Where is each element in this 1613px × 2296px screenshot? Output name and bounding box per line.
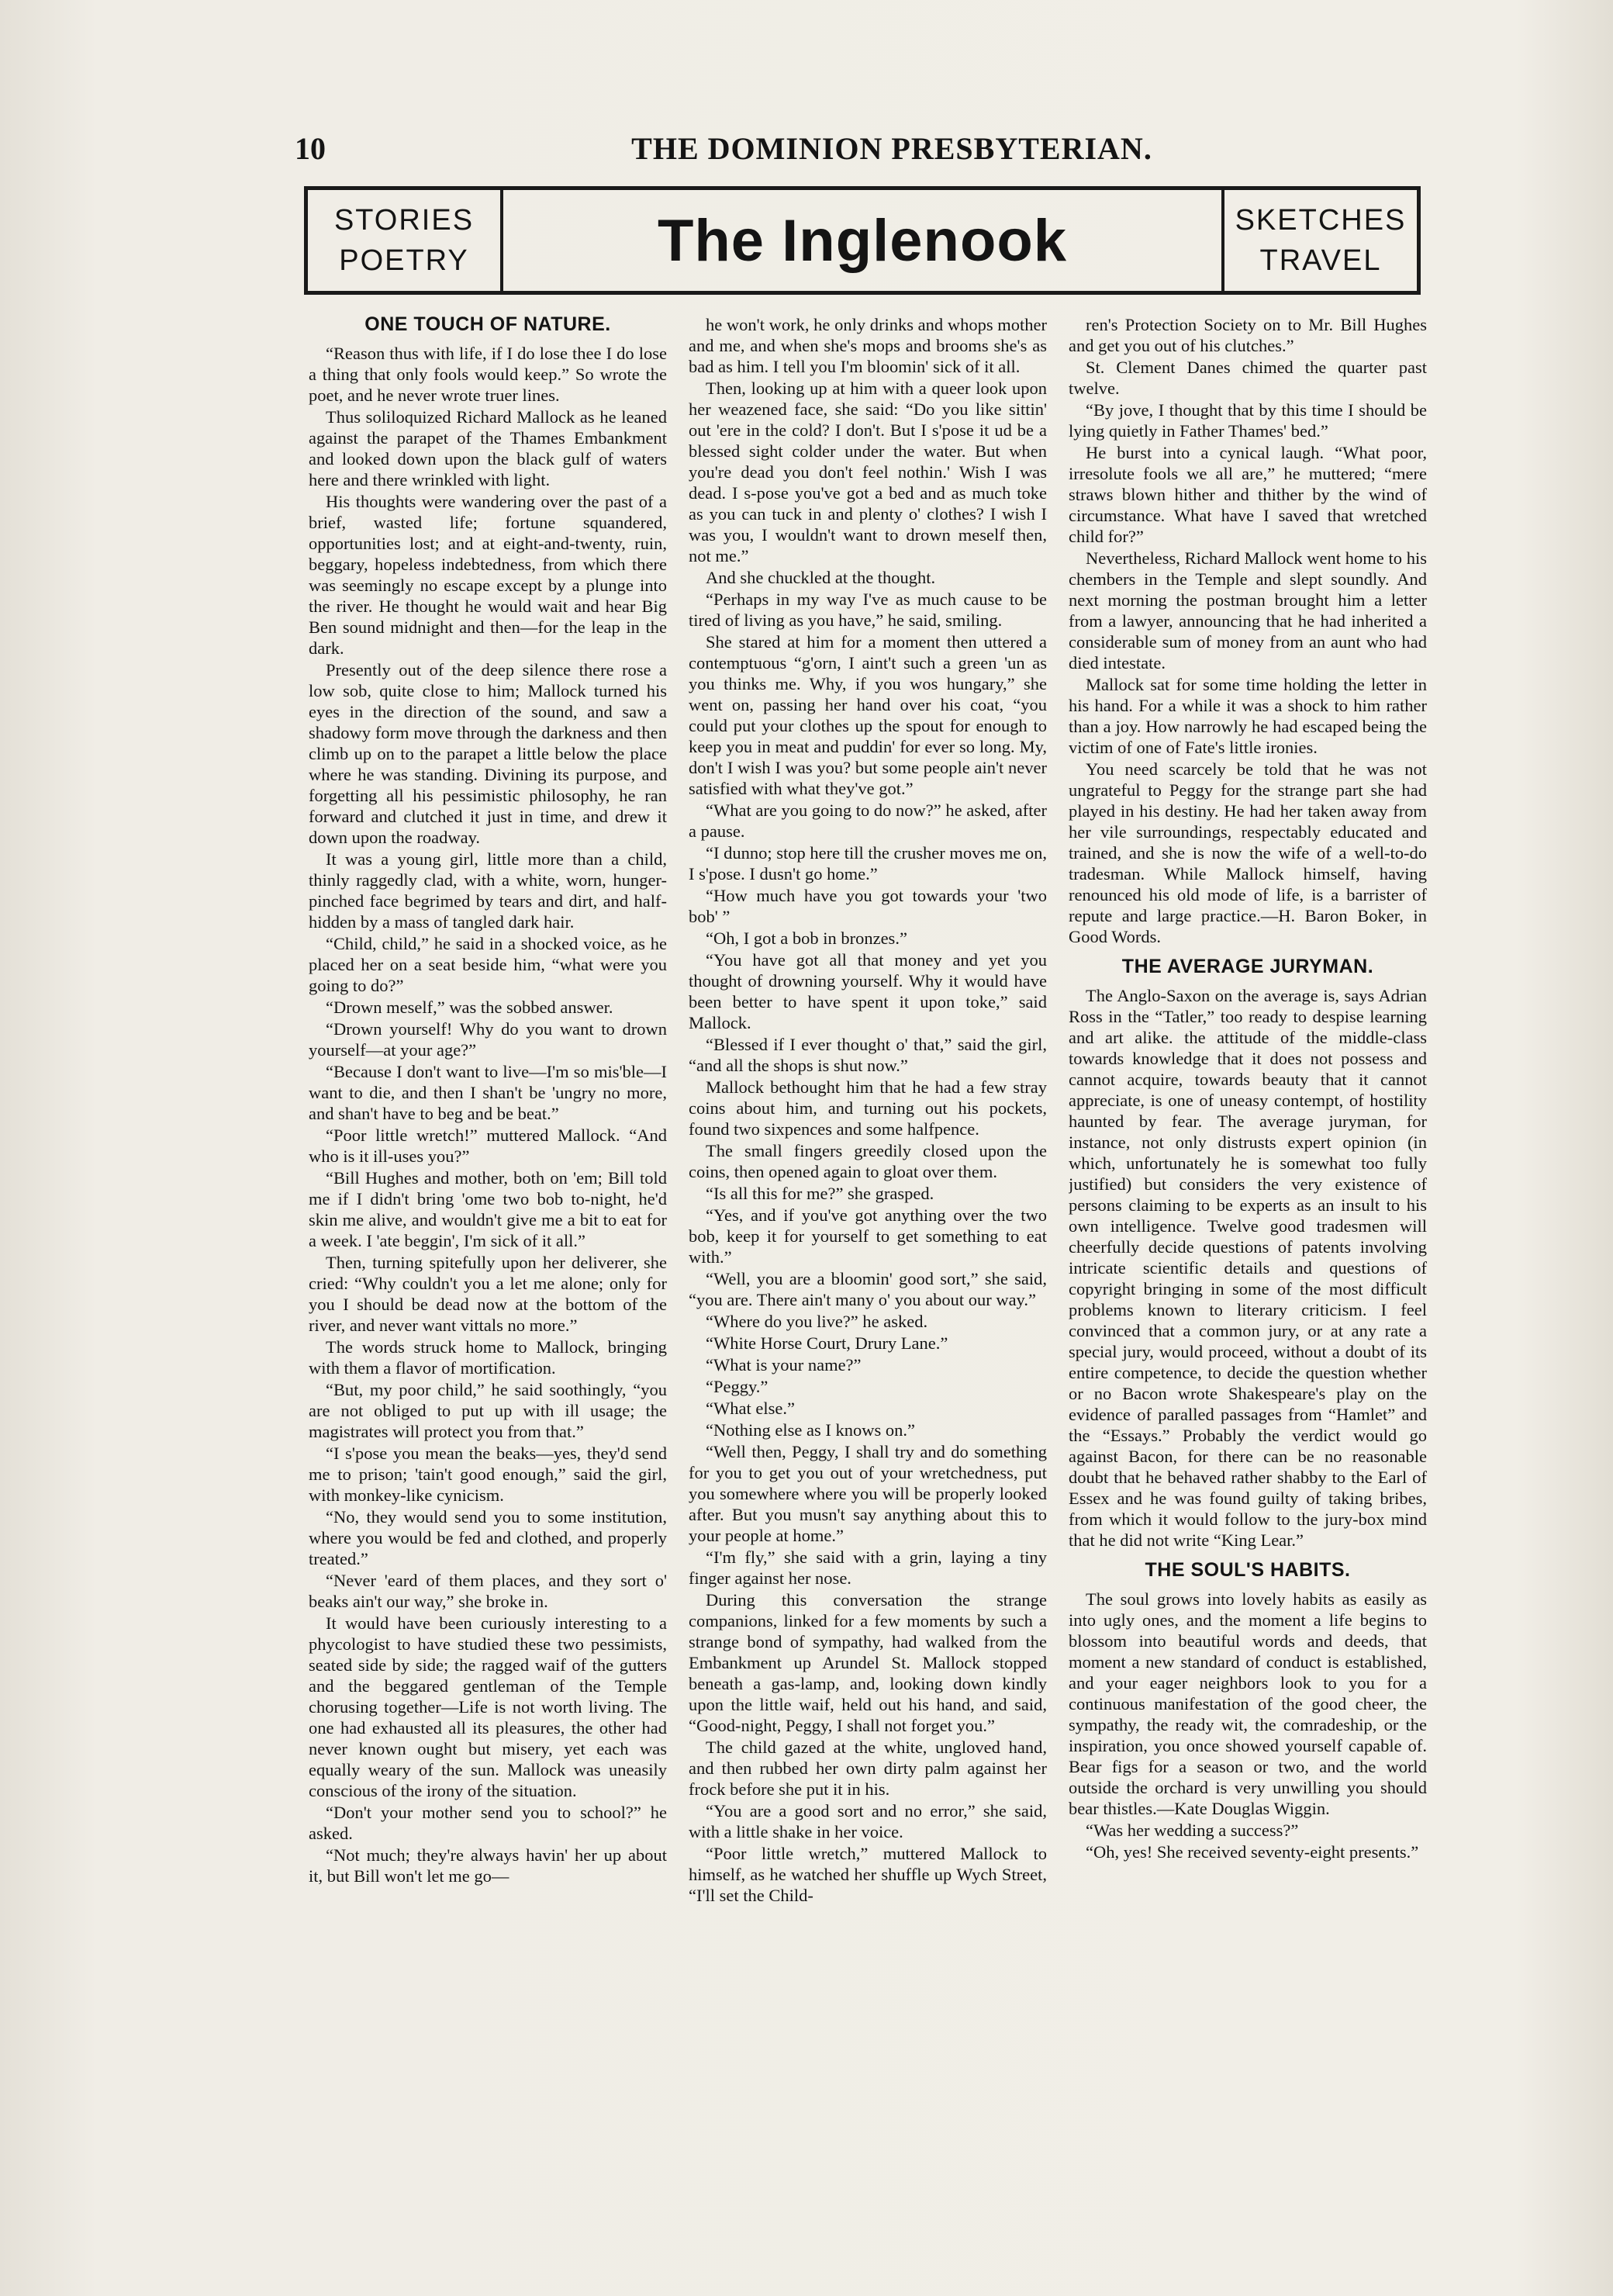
paragraph: During this conversation the strange companions, linked for a few moments by such a strange bond of sympathy, had walked from the Embankment up Arundel St. Mallock stopped beneath a gas-lamp, and, looking down kindly upon the little waif, held out his hand, and said, “Good-night, Peggy, I shall not forget you.” [689,1590,1047,1735]
banner-sketches: SKETCHES [1235,204,1407,237]
paragraph: “By jove, I thought that by this time I should be lying quietly in Father Thames' bed.” [1069,400,1427,441]
page-number: 10 [295,131,326,166]
paragraph: “Poor little wretch!” muttered Mallock. “And who is it ill-uses you?” [309,1126,667,1166]
paragraph: “What is your name?” [706,1355,862,1374]
column-2 [689,314,1047,2238]
paragraph: “White Horse Court, Drury Lane.” [706,1333,948,1353]
paragraph: “You have got all that money and yet you thought of drowning yourself. Why it would have been better to have spent it upon toke,” said Mallock. [689,950,1047,1032]
paragraph: “How much have you got towards your 'two bob' ” [689,886,1047,926]
paragraph: St. Clement Danes chimed the quarter past twelve. [1069,358,1427,398]
paragraph: The Anglo-Saxon on the average is, says Adrian Ross in the “Tatler,” too ready to despise learning and art alike. the attitude of the middle-class towards knowledge that it does not possess and cannot acquire, towards beauty that it cannot appreciate, is one of uneasy contempt, of hostility haunted by fear. The average juryman, for instance, not only distrusts expert opinion (in which, unfortunately he is somewhat too fully justified) but considers the very existence of persons claiming to be experts as an insult to his own intelligence. Twelve good tradesmen will cheerfully decide questions of patents involving intricate scientific details and questions of copyright bringing in some of the most difficult problems known to literary criticism. I feel convinced that a common jury, or at any rate a special jury, would proceed, without a doubt of its entire competence, to decide the question whether or no Bacon wrote Shakespeare's play on the evidence of paralled passages from “Hamlet” and the “Essays.” Probably the verdict would go against Bacon, for there can be no reasonable doubt that he behaved rather shabby to the Earl of Essex and he was found guilty of taking bribes, from which it would follow to the jury-box mind that he did not write “King Lear.” [1069,986,1427,1550]
article-columns [309,314,1427,2238]
paragraph: “Peggy.” [706,1377,769,1396]
paragraph: Presently out of the deep silence there rose a low sob, quite close to him; Mallock turned his eyes in the direction of the sound, and saw a shadowy form move through the darkness and then climb up on to the parapet a little below the place where he was standing. Divining its purpose, and forgetting all his pessimistic philosophy, he ran forward and clutched it just in time, and drew it down upon the roadway. [309,660,667,847]
paragraph: “Poor little wretch,” muttered Mallock to himself, as he watched her shuffle up Wych Street, “I'll set the Child- [689,1844,1047,1905]
paragraph: “Oh, yes! She received seventy-eight presents.” [1086,1842,1419,1862]
article-heading-souls-habits: THE SOUL'S HABITS. [1145,1559,1351,1581]
paragraph: “But, my poor child,” he said soothingly, “you are not obliged to put up with ill usage; the magistrates will protect you from that.” [309,1380,667,1441]
article-heading-average-juryman: THE AVERAGE JURYMAN. [1121,956,1374,977]
paragraph: “No, they would send you to some institution, where you would be fed and clothed, and properly treated.” [309,1507,667,1568]
paragraph: Nevertheless, Richard Mallock went home to his chembers in the Temple and slept soundly. And next morning the postman brought him a letter from a lawyer, announcing that he had inherited a considerable sum of money from an aunt who had died intestate. [1069,548,1427,673]
column-1 [309,314,667,2238]
paragraph: The child gazed at the white, ungloved hand, and then rubbed her own dirty palm against her frock before she put it in his. [689,1738,1047,1799]
banner-travel: TRAVEL [1259,244,1382,277]
banner-left-panel [308,190,503,291]
paragraph: “What else.” [706,1399,795,1418]
paragraph: “You are a good sort and no error,” she said, with a little shake in her voice. [689,1801,1047,1841]
section-title: The Inglenook [657,207,1068,274]
paragraph: “Well, you are a bloomin' good sort,” she said, “you are. There ain't many o' you about our way.” [689,1269,1047,1309]
paragraph: She stared at him for a moment then uttered a contemptuous “g'orn, I aint't such a green 'un as you thinks me. Why, if you wos hungary,” she went on, passing her hand over his coat, “you could put your clothes up the spout for enough to keep you in meat and puddin' for ever so long. My, don't I wish I was you? but some people ain't never satisfied with what they've got.” [689,632,1047,798]
paragraph: Mallock sat for some time holding the letter in his hand. For a while it was a shock to him rather than a joy. How narrowly he had escaped being the victim of one of Fate's little ironies. [1069,675,1427,757]
paragraph: It was a young girl, little more than a child, thinly raggedly clad, with a white, worn, hunger-pinched face begrimed by tears and dirt, and half-hidden by a mass of tangled dark hair. [309,849,667,932]
paragraph: “Drown yourself! Why do you want to drown yourself—at your age?” [309,1019,667,1060]
paragraph: he won't work, he only drinks and whops mother and me, and when she's mops and brooms she's as bad as him. I tell you I'm bloomin' sick of it all. [689,315,1047,376]
banner-right-panel [1221,190,1417,291]
banner-stories: STORIES [333,204,475,237]
paragraph: “Blessed if I ever thought o' that,” said the girl, “and all the shops is shut now.” [689,1035,1047,1075]
paragraph: You need scarcely be told that he was not ungrateful to Peggy for the strange part she had played in his destiny. He had her taken away from her vile surroundings, respectably educated and trained, and she is now the wife of a well-to-do tradesman. While Mallock himself, having renounced his old mode of life, is a barrister of repute and large practice.—H. Baron Boker, in Good Words. [1069,759,1427,946]
running-head [295,130,1489,169]
banner-poetry: POETRY [339,244,469,277]
publication-title: THE DOMINION PRESBYTERIAN. [631,131,1152,166]
paragraph: Then, turning spitefully upon her deliverer, she cried: “Why couldn't you a let me alone; only for you I should be dead now at the bottom of the river, and never want vittals no more.” [309,1253,667,1335]
paragraph: “Never 'eard of them places, and they sort o' beaks ain't our way,” she broke in. [309,1571,667,1611]
paragraph: And she chuckled at the thought. [706,568,936,587]
paragraph: ren's Protection Society on to Mr. Bill Hughes and get you out of his clutches.” [1069,315,1427,355]
paragraph: “I dunno; stop here till the crusher moves me on, I s'pose. I dusn't go home.” [689,843,1047,883]
paragraph: “Where do you live?” he asked. [706,1312,928,1331]
paragraph: “Child, child,” he said in a shocked voice, as he placed her on a seat beside him, “what were you going to do?” [309,934,667,995]
paragraph: “Oh, I got a bob in bronzes.” [706,928,907,948]
paragraph: “I'm fly,” she said with a grin, laying a tiny finger against her nose. [689,1547,1047,1588]
paragraph: “Nothing else as I knows on.” [706,1420,915,1440]
paragraph: He burst into a cynical laugh. “What poor, irresolute fools we all are,” he muttered; “mere straws blown hither and thither by the wind of circumstance. What have I saved that wretched child for?” [1069,443,1427,546]
paragraph: “Is all this for me?” she grasped. [706,1184,934,1203]
article-heading-one-touch-of-nature: ONE TOUCH OF NATURE. [364,314,611,335]
paragraph: “What are you going to do now?” he asked, after a pause. [689,800,1047,841]
paragraph: Then, looking up at him with a queer look upon her weazened face, she said: “Do you like sittin' out 'ere in the cold? I don't. But I s'pose it ud be a blessed sight colder under the water. But when you're dead you don't feel nothin.' Wish I was dead. I s-pose you've got a bed and as much toke as you can tuck in and plenty o' clothes? I wish I was you, I wouldn't want to drown meself then, not me.” [689,379,1047,565]
paragraph: “Reason thus with life, if I do lose thee I do lose a thing that only fools would keep.” So wrote the poet, and he never wrote truer lines. [309,344,667,405]
paragraph: The small fingers greedily closed upon the coins, then opened again to gloat over them. [689,1141,1047,1181]
paragraph: Thus soliloquized Richard Mallock as he leaned against the parapet of the Thames Embankment and looked down upon the black gulf of waters here and there wrinkled with light. [309,407,667,489]
section-banner [304,186,1421,295]
paragraph: The soul grows into lovely habits as easily as into ugly ones, and the moment a life begins to blossom into beautiful words and deeds, that moment a new standard of conduct is established, and your eager neighbors look to you for a continuous manifestation of the good cheer, the sympathy, the ready wit, the comradeship, or the inspiration, you once showed yourself capable of. Bear figs for a season or two, and the world outside the orchard is very unwilling you should bear thistles.—Kate Douglas Wiggin. [1069,1589,1427,1818]
paragraph: “Not much; they're always havin' her up about it, but Bill won't let me go— [309,1845,667,1886]
paragraph: “Bill Hughes and mother, both on 'em; Bill told me if I didn't bring 'ome two bob to-night, he'd skin me alive, and wouldn't give me a bit to eat for a week. I 'ate beggin', I'm sick of it all.” [309,1168,667,1250]
paragraph: “Perhaps in my way I've as much cause to be tired of living as you have,” he said, smiling. [689,590,1047,630]
paragraph: His thoughts were wandering over the past of a brief, wasted life; fortune squandered, opportunities lost; and at eight-and-twenty, ruin, beggary, hopeless indebtedness, from which there was seemingly no escape except by a plunge into the river. He thought he would wait and hear Big Ben sound midnight and then—for the leap in the dark. [309,492,667,658]
column-3 [1069,314,1427,2238]
paragraph: “Don't your mother send you to school?” he asked. [309,1803,667,1843]
paragraph: “Because I don't want to live—I'm so mis'ble—I want to die, and then I shan't be 'ungry no more, and shan't have to beg and be beat.” [309,1062,667,1123]
paragraph: “I s'pose you mean the beaks—yes, they'd send me to prison; 'tain't good enough,” said the girl, with monkey-like cynicism. [309,1444,667,1505]
paragraph: Mallock bethought him that he had a few stray coins about him, and turning out his pockets, found two sixpences and some halfpence. [689,1077,1047,1139]
paragraph: “Well then, Peggy, I shall try and do something for you to get you out of your wretchedness, put you somewhere where you will be properly looked after. But you musn't say anything about this to your people at home.” [689,1442,1047,1545]
paragraph: “Drown meself,” was the sobbed answer. [326,998,613,1017]
paragraph: It would have been curiously interesting to a phycologist to have studied these two pessimists, seated side by side; the ragged waif of the gutters and the beggared gentleman of the Temple chorusing together—Life is not worth living. The one had exhausted all its pleasures, the other had never known ought but misery, yet each was equally weary of the sun. Mallock was uneasily conscious of the irony of the situation. [309,1613,667,1800]
paragraph: The words struck home to Mallock, bringing with them a flavor of mortification. [309,1337,667,1378]
paragraph: “Was her wedding a success?” [1086,1821,1299,1840]
paragraph: “Yes, and if you've got anything over the two bob, keep it for yourself to get something to eat with.” [689,1205,1047,1267]
